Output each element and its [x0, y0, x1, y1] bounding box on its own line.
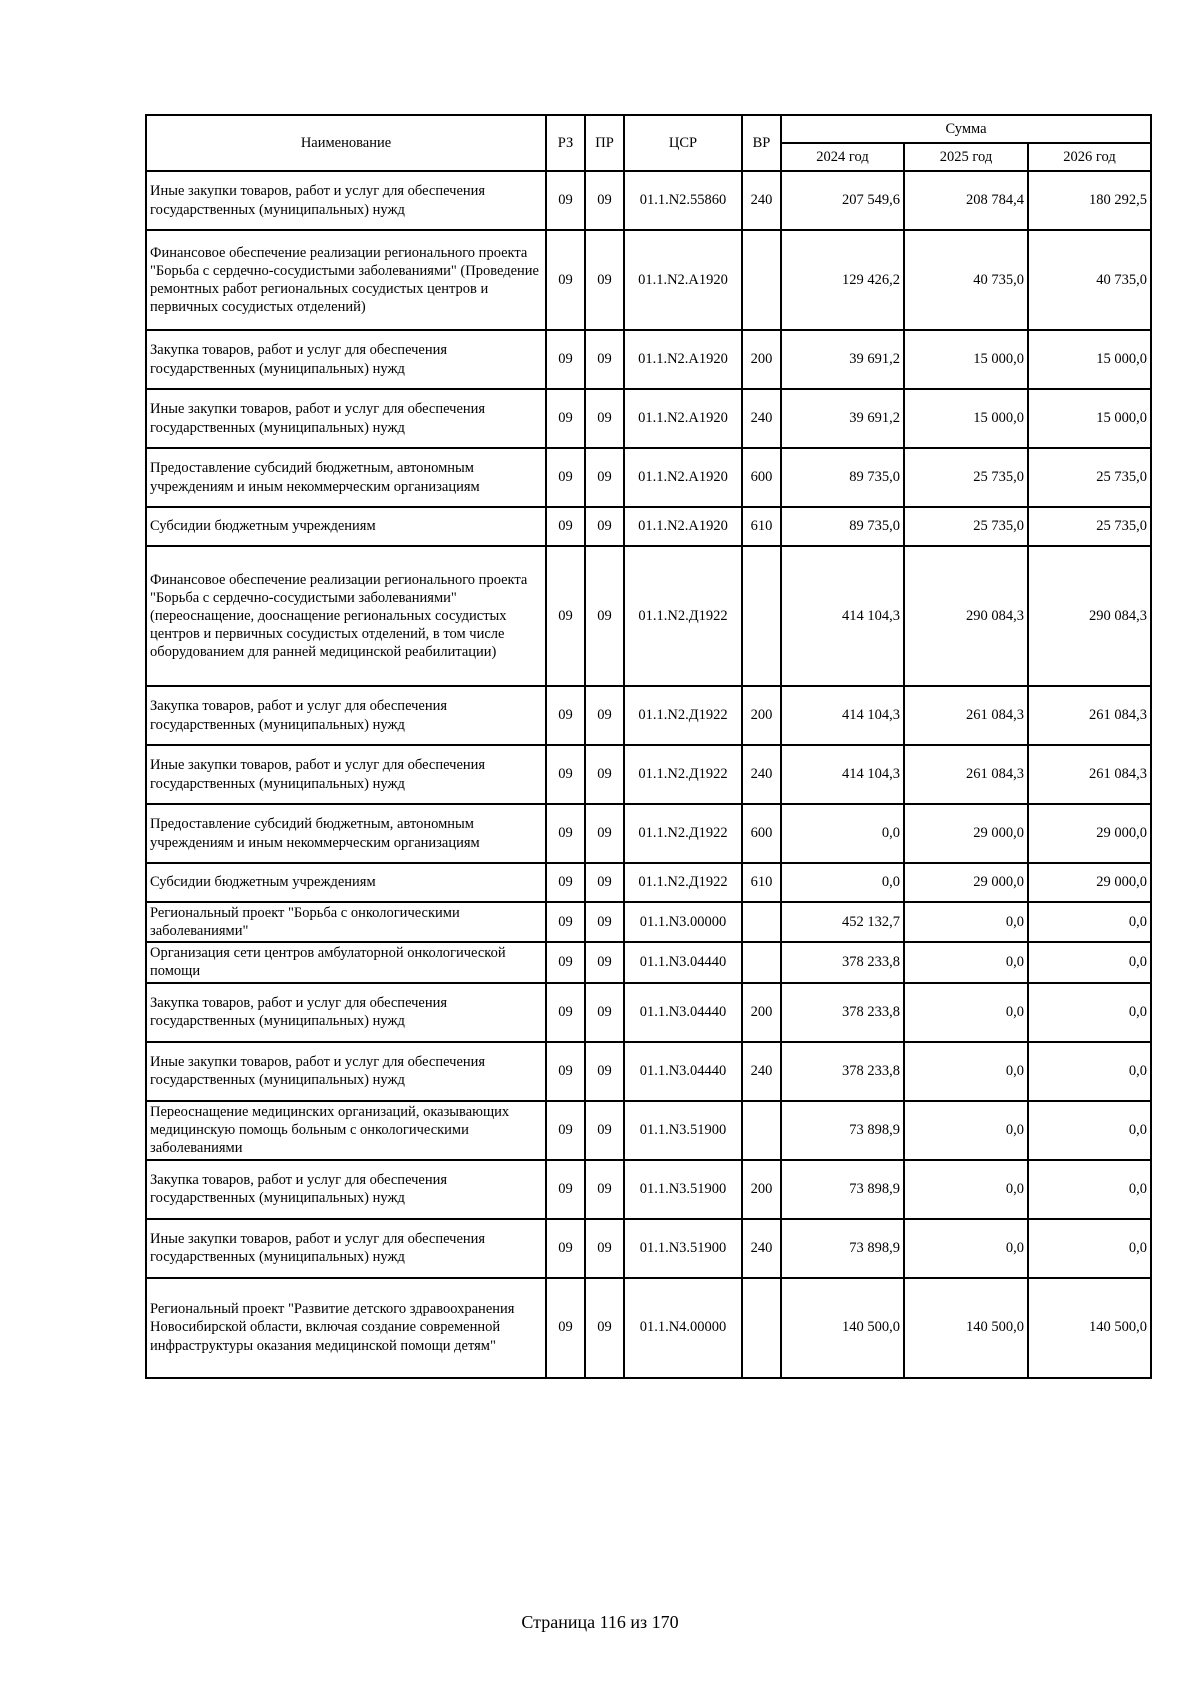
cell-rz: 09: [546, 546, 585, 686]
cell-rz: 09: [546, 1101, 585, 1160]
cell-2024: 414 104,3: [781, 546, 904, 686]
cell-vr: 240: [742, 1042, 781, 1101]
cell-csr: 01.1.N2.Д1922: [624, 686, 742, 745]
cell-vr: 240: [742, 1219, 781, 1278]
cell-2025: 25 735,0: [904, 507, 1028, 546]
cell-2024: 207 549,6: [781, 171, 904, 230]
header-year-2024: 2024 год: [781, 143, 904, 171]
cell-csr: 01.1.N2.А1920: [624, 330, 742, 389]
cell-vr: [742, 230, 781, 330]
table-row: [146, 330, 1151, 389]
cell-2024: 414 104,3: [781, 686, 904, 745]
cell-rz: 09: [546, 1278, 585, 1378]
cell-name: Субсидии бюджетным учреждениям: [146, 507, 546, 546]
cell-name: Иные закупки товаров, работ и услуг для обеспечения государственных (муниципальных) нужд: [146, 389, 546, 448]
cell-2025: 0,0: [904, 1160, 1028, 1219]
cell-name: Предоставление субсидий бюджетным, автономным учреждениям и иным некоммерческим организациям: [146, 804, 546, 863]
cell-rz: 09: [546, 330, 585, 389]
cell-name: Организация сети центров амбулаторной онкологической помощи: [146, 942, 546, 982]
cell-2026: 0,0: [1028, 902, 1151, 942]
cell-vr: [742, 1278, 781, 1378]
cell-2025: 40 735,0: [904, 230, 1028, 330]
cell-pr: 09: [585, 230, 624, 330]
cell-rz: 09: [546, 804, 585, 863]
cell-vr: [742, 902, 781, 942]
cell-name: Закупка товаров, работ и услуг для обеспечения государственных (муниципальных) нужд: [146, 330, 546, 389]
cell-csr: 01.1.N3.51900: [624, 1219, 742, 1278]
table-row: [146, 1101, 1151, 1160]
cell-csr: 01.1.N3.00000: [624, 902, 742, 942]
cell-name: Закупка товаров, работ и услуг для обеспечения государственных (муниципальных) нужд: [146, 983, 546, 1042]
cell-pr: 09: [585, 1160, 624, 1219]
cell-2026: 29 000,0: [1028, 863, 1151, 902]
cell-2025: 261 084,3: [904, 686, 1028, 745]
budget-table: [145, 114, 1152, 1379]
cell-2026: 140 500,0: [1028, 1278, 1151, 1378]
cell-rz: 09: [546, 507, 585, 546]
cell-name: Иные закупки товаров, работ и услуг для обеспечения государственных (муниципальных) нужд: [146, 1219, 546, 1278]
cell-2024: 73 898,9: [781, 1160, 904, 1219]
cell-2024: 73 898,9: [781, 1219, 904, 1278]
cell-2024: 140 500,0: [781, 1278, 904, 1378]
table-row: [146, 448, 1151, 507]
cell-vr: 200: [742, 686, 781, 745]
cell-csr: 01.1.N3.51900: [624, 1160, 742, 1219]
cell-pr: 09: [585, 1278, 624, 1378]
table-row: [146, 804, 1151, 863]
header-vr: ВР: [742, 115, 781, 171]
table-row: [146, 902, 1151, 942]
cell-name: Региональный проект "Развитие детского здравоохранения Новосибирской области, включая создание современной инфраструктуры оказания медицинской помощи детям": [146, 1278, 546, 1378]
cell-csr: 01.1.N3.04440: [624, 942, 742, 982]
cell-2024: 378 233,8: [781, 983, 904, 1042]
cell-rz: 09: [546, 389, 585, 448]
cell-pr: 09: [585, 389, 624, 448]
cell-pr: 09: [585, 686, 624, 745]
cell-2026: 15 000,0: [1028, 330, 1151, 389]
cell-vr: 610: [742, 863, 781, 902]
cell-pr: 09: [585, 448, 624, 507]
cell-2026: 25 735,0: [1028, 507, 1151, 546]
cell-vr: 200: [742, 983, 781, 1042]
cell-2025: 0,0: [904, 1101, 1028, 1160]
table-row: [146, 745, 1151, 804]
cell-pr: 09: [585, 1101, 624, 1160]
cell-vr: 240: [742, 389, 781, 448]
cell-2025: 0,0: [904, 902, 1028, 942]
page-number: Страница 116 из 170: [521, 1612, 679, 1632]
cell-csr: 01.1.N3.51900: [624, 1101, 742, 1160]
cell-name: Финансовое обеспечение реализации регионального проекта "Борьба с сердечно-сосудистыми заболеваниями" (Проведение ремонтных работ региональных сосудистых центров и первичных сосудистых отделений): [146, 230, 546, 330]
cell-rz: 09: [546, 745, 585, 804]
cell-pr: 09: [585, 1219, 624, 1278]
cell-name: Переоснащение медицинских организаций, оказывающих медицинскую помощь больным с онкологическими заболеваниями: [146, 1101, 546, 1160]
table-row: [146, 942, 1151, 982]
table-row: [146, 1160, 1151, 1219]
cell-csr: 01.1.N2.Д1922: [624, 863, 742, 902]
cell-2024: 0,0: [781, 804, 904, 863]
cell-csr: 01.1.N2.А1920: [624, 448, 742, 507]
cell-2025: 0,0: [904, 1042, 1028, 1101]
cell-pr: 09: [585, 983, 624, 1042]
cell-2024: 452 132,7: [781, 902, 904, 942]
cell-pr: 09: [585, 745, 624, 804]
cell-2026: 290 084,3: [1028, 546, 1151, 686]
cell-2024: 378 233,8: [781, 1042, 904, 1101]
cell-name: Иные закупки товаров, работ и услуг для обеспечения государственных (муниципальных) нужд: [146, 745, 546, 804]
cell-vr: [742, 546, 781, 686]
header-rz: РЗ: [546, 115, 585, 171]
table-row: [146, 171, 1151, 230]
cell-pr: 09: [585, 863, 624, 902]
cell-2026: 0,0: [1028, 1101, 1151, 1160]
table-header: [146, 115, 1151, 171]
table-body: [146, 171, 1151, 1378]
cell-pr: 09: [585, 330, 624, 389]
cell-2024: 378 233,8: [781, 942, 904, 982]
cell-vr: 610: [742, 507, 781, 546]
table-row: [146, 546, 1151, 686]
cell-2024: 39 691,2: [781, 330, 904, 389]
cell-vr: 600: [742, 448, 781, 507]
cell-vr: 240: [742, 171, 781, 230]
cell-vr: 200: [742, 1160, 781, 1219]
cell-2026: 261 084,3: [1028, 745, 1151, 804]
cell-pr: 09: [585, 507, 624, 546]
cell-2026: 0,0: [1028, 983, 1151, 1042]
cell-vr: 600: [742, 804, 781, 863]
cell-rz: 09: [546, 1219, 585, 1278]
cell-2025: 29 000,0: [904, 863, 1028, 902]
cell-vr: 240: [742, 745, 781, 804]
cell-2025: 29 000,0: [904, 804, 1028, 863]
cell-name: Субсидии бюджетным учреждениям: [146, 863, 546, 902]
cell-name: Закупка товаров, работ и услуг для обеспечения государственных (муниципальных) нужд: [146, 1160, 546, 1219]
cell-vr: [742, 1101, 781, 1160]
cell-2025: 15 000,0: [904, 330, 1028, 389]
header-pr: ПР: [585, 115, 624, 171]
cell-csr: 01.1.N2.А1920: [624, 230, 742, 330]
cell-2026: 25 735,0: [1028, 448, 1151, 507]
table-row: [146, 1278, 1151, 1378]
cell-rz: 09: [546, 686, 585, 745]
cell-rz: 09: [546, 171, 585, 230]
cell-name: Предоставление субсидий бюджетным, автономным учреждениям и иным некоммерческим организациям: [146, 448, 546, 507]
cell-2026: 0,0: [1028, 942, 1151, 982]
cell-2024: 89 735,0: [781, 507, 904, 546]
cell-csr: 01.1.N2.55860: [624, 171, 742, 230]
cell-2024: 39 691,2: [781, 389, 904, 448]
cell-2026: 261 084,3: [1028, 686, 1151, 745]
cell-pr: 09: [585, 804, 624, 863]
table-row: [146, 1219, 1151, 1278]
cell-2026: 0,0: [1028, 1042, 1151, 1101]
header-name: Наименование: [146, 115, 546, 171]
table-row: [146, 686, 1151, 745]
cell-name: Иные закупки товаров, работ и услуг для обеспечения государственных (муниципальных) нужд: [146, 1042, 546, 1101]
cell-2025: 208 784,4: [904, 171, 1028, 230]
cell-2026: 0,0: [1028, 1160, 1151, 1219]
cell-vr: [742, 942, 781, 982]
cell-rz: 09: [546, 863, 585, 902]
cell-rz: 09: [546, 1160, 585, 1219]
cell-rz: 09: [546, 942, 585, 982]
cell-name: Закупка товаров, работ и услуг для обеспечения государственных (муниципальных) нужд: [146, 686, 546, 745]
cell-2024: 73 898,9: [781, 1101, 904, 1160]
cell-csr: 01.1.N2.А1920: [624, 507, 742, 546]
cell-2025: 140 500,0: [904, 1278, 1028, 1378]
cell-2024: 129 426,2: [781, 230, 904, 330]
header-year-2026: 2026 год: [1028, 143, 1151, 171]
cell-pr: 09: [585, 546, 624, 686]
cell-2026: 40 735,0: [1028, 230, 1151, 330]
cell-2024: 89 735,0: [781, 448, 904, 507]
table-row: [146, 863, 1151, 902]
cell-name: Региональный проект "Борьба с онкологическими заболеваниями": [146, 902, 546, 942]
cell-2026: 180 292,5: [1028, 171, 1151, 230]
cell-2025: 0,0: [904, 1219, 1028, 1278]
cell-csr: 01.1.N4.00000: [624, 1278, 742, 1378]
header-csr: ЦСР: [624, 115, 742, 171]
cell-2025: 25 735,0: [904, 448, 1028, 507]
cell-2026: 0,0: [1028, 1219, 1151, 1278]
cell-rz: 09: [546, 983, 585, 1042]
cell-csr: 01.1.N3.04440: [624, 1042, 742, 1101]
cell-2026: 29 000,0: [1028, 804, 1151, 863]
cell-name: Финансовое обеспечение реализации регионального проекта "Борьба с сердечно-сосудистыми заболеваниями" (переоснащение, дооснащение региональных сосудистых центров и первичных сосудистых отделений, в том числе оборудованием для ранней медицинской реабилитации): [146, 546, 546, 686]
cell-csr: 01.1.N2.Д1922: [624, 546, 742, 686]
header-year-2025: 2025 год: [904, 143, 1028, 171]
cell-pr: 09: [585, 171, 624, 230]
cell-pr: 09: [585, 902, 624, 942]
cell-rz: 09: [546, 230, 585, 330]
cell-2025: 15 000,0: [904, 389, 1028, 448]
cell-2024: 414 104,3: [781, 745, 904, 804]
cell-rz: 09: [546, 1042, 585, 1101]
table-row: [146, 1042, 1151, 1101]
cell-2026: 15 000,0: [1028, 389, 1151, 448]
cell-2024: 0,0: [781, 863, 904, 902]
cell-2025: 261 084,3: [904, 745, 1028, 804]
cell-2025: 0,0: [904, 942, 1028, 982]
table-row: [146, 230, 1151, 330]
table-row: [146, 389, 1151, 448]
cell-vr: 200: [742, 330, 781, 389]
table-row: [146, 983, 1151, 1042]
header-sum: Сумма: [781, 115, 1151, 143]
cell-csr: 01.1.N2.Д1922: [624, 804, 742, 863]
cell-name: Иные закупки товаров, работ и услуг для обеспечения государственных (муниципальных) нужд: [146, 171, 546, 230]
cell-csr: 01.1.N3.04440: [624, 983, 742, 1042]
cell-pr: 09: [585, 1042, 624, 1101]
cell-2025: 0,0: [904, 983, 1028, 1042]
table-row: [146, 507, 1151, 546]
cell-rz: 09: [546, 902, 585, 942]
cell-csr: 01.1.N2.А1920: [624, 389, 742, 448]
cell-pr: 09: [585, 942, 624, 982]
cell-csr: 01.1.N2.Д1922: [624, 745, 742, 804]
cell-rz: 09: [546, 448, 585, 507]
cell-2025: 290 084,3: [904, 546, 1028, 686]
